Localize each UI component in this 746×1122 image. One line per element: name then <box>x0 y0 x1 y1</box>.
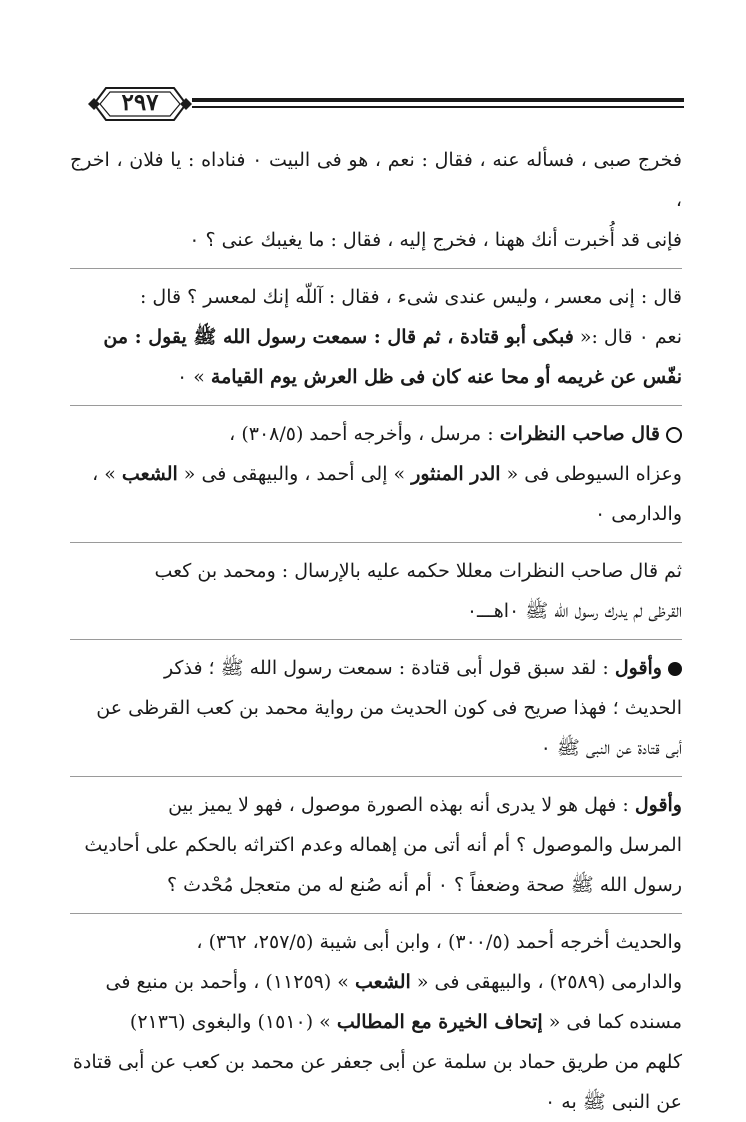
hadith-text: فبكى أبو قتادة ، ثم قال : سمعت رسول الله ﷺ يقول : من <box>103 326 574 348</box>
text-line: فإنى قد أُخبرت أنك ههنا ، فخرج إليه ، فقال : ما يغيبك عنى ؟ ٠ <box>189 229 682 251</box>
text-line: القرظى لم يدرك رسول الله ﷺ ٠اهـــ٠ <box>466 600 682 622</box>
section-label: قال صاحب النظرات <box>499 423 660 445</box>
paragraph-6 <box>70 785 682 905</box>
paragraph-3 <box>70 414 682 534</box>
filled-bullet-icon <box>668 662 682 676</box>
text-span: : لقد سبق قول أبى قتادة : سمعت رسول الله ﷺ ؛ فذكر <box>163 657 615 679</box>
text-line <box>70 317 682 357</box>
text-line <box>70 414 682 454</box>
section-label: وأقول <box>614 657 662 679</box>
text-line: قال : إنى معسر ، وليس عندى شىء ، فقال : آللّه إنك لمعسر ؟ قال : <box>139 286 682 308</box>
paragraph-4 <box>70 551 682 631</box>
book-title: الدر المنثور <box>411 463 501 485</box>
text-span: » ، <box>92 463 122 485</box>
section-label: وأقول <box>634 794 682 816</box>
text-line: فخرج صبى ، فسأله عنه ، فقال : نعم ، هو فى البيت ٠ فناداه : يا فلان ، اخرج ، <box>70 149 682 211</box>
separator-line <box>70 405 682 406</box>
text-line <box>70 648 682 688</box>
text-line: ثم قال صاحب النظرات معللا حكمه عليه بالإرسال : ومحمد بن كعب <box>154 560 682 582</box>
text-span: » (١٥١٠) والبغوى (٢١٣٦) <box>129 1011 337 1033</box>
text-line <box>70 1002 682 1042</box>
paragraph-2 <box>70 277 682 397</box>
text-line: أبى قتادة عن النبى ﷺ ٠ <box>540 737 682 759</box>
header-rule <box>192 98 684 102</box>
text-span: » إلى أحمد ، والبيهقى فى « <box>177 463 412 485</box>
text-line <box>70 357 682 397</box>
separator-line <box>70 776 682 777</box>
hadith-text: نفّس عن غريمه أو محا عنه كان فى ظل العرش يوم القيامة <box>210 366 682 388</box>
text-span: » (١١٢٥٩) ، وأحمد بن منيع فى <box>105 971 355 993</box>
paragraph-7 <box>70 922 682 1122</box>
text-line: الحديث ؛ فهذا صريح فى كون الحديث من رواية محمد بن كعب القرظى عن <box>96 697 682 719</box>
page-body <box>70 140 682 1122</box>
header-rule-thin <box>192 106 684 108</box>
text-line: عن النبى ﷺ به ٠ <box>545 1091 682 1113</box>
text-span: نعم ٠ قال :« <box>573 326 682 348</box>
paragraph-1 <box>70 140 682 260</box>
text-line <box>70 785 682 825</box>
text-line <box>70 454 682 494</box>
text-line: والدارمى ٠ <box>595 503 682 525</box>
page-header <box>88 84 684 124</box>
separator-line <box>70 639 682 640</box>
text-span: والدارمى (٢٥٨٩) ، والبيهقى فى « <box>410 971 682 993</box>
text-line: المرسل والموصول ؟ أم أنه أتى من إهماله وعدم اكتراثه بالحكم على أحاديث <box>84 834 682 856</box>
text-span: : فهل هو لا يدرى أنه بهذه الصورة موصول ، فهو لا يميز بين <box>168 794 635 816</box>
text-span: وعزاه السيوطى فى « <box>500 463 682 485</box>
text-line <box>70 962 682 1002</box>
book-title: إتحاف الخيرة مع المطالب <box>336 1011 543 1033</box>
text-line: كلهم من طريق حماد بن سلمة عن أبى جعفر عن محمد بن كعب عن أبى قتادة <box>72 1051 682 1073</box>
book-title: الشعب <box>354 971 411 993</box>
page-number: ٢٩٧ <box>121 89 159 116</box>
separator-line <box>70 542 682 543</box>
paragraph-5 <box>70 648 682 768</box>
text-span: : مرسل ، وأخرجه أحمد (٣٠٨/٥) ، <box>229 423 500 445</box>
open-circle-icon <box>666 427 682 443</box>
book-title: الشعب <box>121 463 178 485</box>
text-line: رسول الله ﷺ صحة وضعفاً ؟ ٠ أم أنه صُنع له من متعجل مُحْدث ؟ <box>166 874 682 896</box>
separator-line <box>70 913 682 914</box>
text-span: » ٠ <box>176 366 211 388</box>
text-line: والحديث أخرجه أحمد (٣٠٠/٥) ، وابن أبى شيبة (٢٥٧/٥، ٣٦٢) ، <box>196 931 682 953</box>
text-span: مسنده كما فى « <box>542 1011 682 1033</box>
separator-line <box>70 268 682 269</box>
